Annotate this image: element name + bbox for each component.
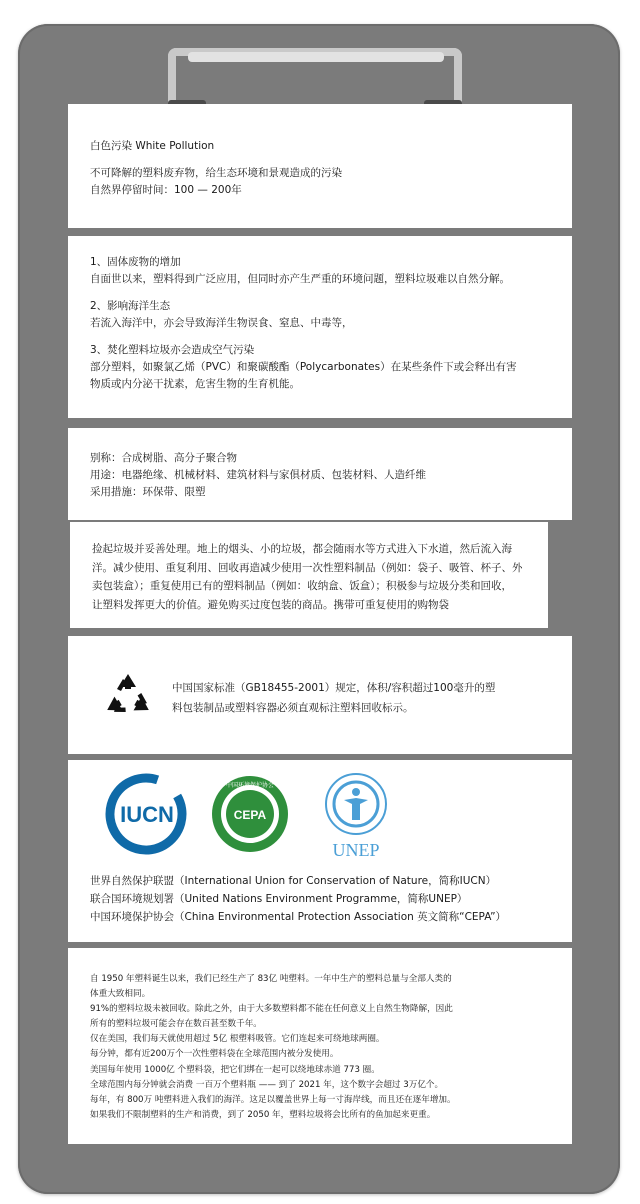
definition-card — [68, 104, 572, 228]
alias-text: 别称：合成树脂、高分子聚合物 — [90, 452, 237, 464]
standard-card — [68, 636, 572, 754]
actions-card — [70, 522, 548, 628]
hazard-heading-2: 2、影响海洋生态 — [90, 300, 171, 312]
info-card — [68, 428, 572, 520]
cepa-logo-text: CEPA — [233, 808, 267, 822]
cepa-line: 中国环境保护协会（China Environmental Protection Association 英文简称“CEPA”） — [90, 911, 507, 923]
hazard-text-3a: 部分塑料，如聚氯乙烯（PVC）和聚碳酸酯（Polycarbonates）在某些条件下或会释出有害 — [90, 361, 517, 373]
standard-line-1: 中国国家标准（GB18455-2001）规定，体积/容积超过100毫升的塑 — [172, 682, 496, 694]
fact-line: 所有的塑料垃圾可能会存在数百甚至数千年。 — [90, 1019, 262, 1030]
standard-line-2: 料包装制品或塑料容器必须直观标注塑料回收标示。 — [172, 702, 414, 714]
iucn-logo-text: IUCN — [120, 802, 174, 827]
fact-line: 体重大致相同。 — [90, 989, 151, 1000]
hazards-card — [68, 236, 572, 418]
fact-line: 如果我们不限制塑料的生产和消费，到了 2050 年，塑料垃圾将会比所有的鱼加起来更重。 — [90, 1109, 436, 1120]
unep-line: 联合国环境规划署（United Nations Environment Programme，简称UNEP） — [90, 893, 468, 905]
actions-line-2: 洋。减少使用、重复利用、回收再造减少使用一次性塑料制品（例如：袋子、吸管、杯子、外 — [92, 561, 523, 574]
fact-line: 每年，有 800万 吨塑料进入我们的海洋。这足以覆盖世界上每一寸海岸线，而且还在逐年增加。 — [90, 1094, 456, 1105]
recycle-icon — [104, 670, 152, 718]
unep-logo — [316, 770, 396, 864]
retention-text: 自然界停留时间：100 — 200年 — [90, 184, 242, 196]
fact-line: 仅在美国，我们每天就使用超过 5亿 根塑料吸管。它们连起来可绕地球两圈。 — [90, 1034, 385, 1045]
card-title: 白色污染 White Pollution — [90, 140, 215, 152]
definition-text: 不可降解的塑料废弃物，给生态环境和景观造成的污染 — [90, 167, 342, 179]
iucn-line: 世界自然保护联盟（International Union for Conservation of Nature，简称IUCN） — [90, 875, 497, 887]
cepa-ring-text: 中国环境保护协会 — [225, 782, 275, 789]
clipboard-clip-highlight — [188, 52, 444, 62]
cepa-logo — [208, 770, 292, 860]
fact-line: 自 1950 年塑料诞生以来，我们已经生产了 83亿 吨塑料。一年中生产的塑料总量与全部人类的 — [90, 974, 452, 984]
unep-logo-text: UNEP — [332, 840, 380, 860]
measures-text: 采用措施：环保带、限塑 — [90, 486, 206, 498]
actions-line-1: 捡起垃圾并妥善处理。地上的烟头、小的垃圾，都会随雨水等方式进入下水道，然后流入海 — [92, 543, 512, 555]
iucn-logo — [104, 770, 188, 860]
hazard-text-2: 若流入海洋中，亦会导致海洋生物误食、窒息、中毒等， — [90, 317, 353, 329]
actions-line-4: 让塑料发挥更大的价值。避免购买过度包装的商品。携带可重复使用的购物袋 — [92, 598, 449, 611]
fact-line: 全球范围内每分钟就会消费 一百万个塑料瓶 —— 到了 2021 年，这个数字会超过 3万亿个。 — [90, 1079, 444, 1090]
organizations-card — [68, 760, 572, 942]
hazard-heading-3: 3、焚化塑料垃圾亦会造成空气污染 — [90, 344, 255, 356]
use-text: 用途：电器绝缘、机械材料、建筑材料与家俱材质、包装材料、人造纤维 — [90, 469, 426, 481]
hazard-text-3b: 物质或内分泌干扰素，危害生物的生育机能。 — [90, 378, 300, 390]
facts-card — [68, 948, 572, 1144]
fact-line: 每分钟，都有近200万个一次性塑料袋在全球范围内被分发使用。 — [90, 1049, 339, 1060]
hazard-text-1: 自面世以来，塑料得到广泛应用，但同时亦产生严重的环境问题，塑料垃圾难以自然分解。 — [90, 273, 510, 285]
fact-line: 美国每年使用 1000亿 个塑料袋，把它们绑在一起可以绕地球赤道 773 圈。 — [90, 1064, 380, 1075]
fact-line: 91%的塑料垃圾未被回收。除此之外，由于大多数塑料都不能在任何意义上自然生物降解，因此 — [90, 1004, 453, 1015]
hazard-heading-1: 1、固体废物的增加 — [90, 256, 181, 268]
actions-line-3: 卖包装盒）；重复使用已有的塑料制品（例如：收纳盒、饭盒）；积极参与垃圾分类和回收， — [92, 580, 512, 592]
